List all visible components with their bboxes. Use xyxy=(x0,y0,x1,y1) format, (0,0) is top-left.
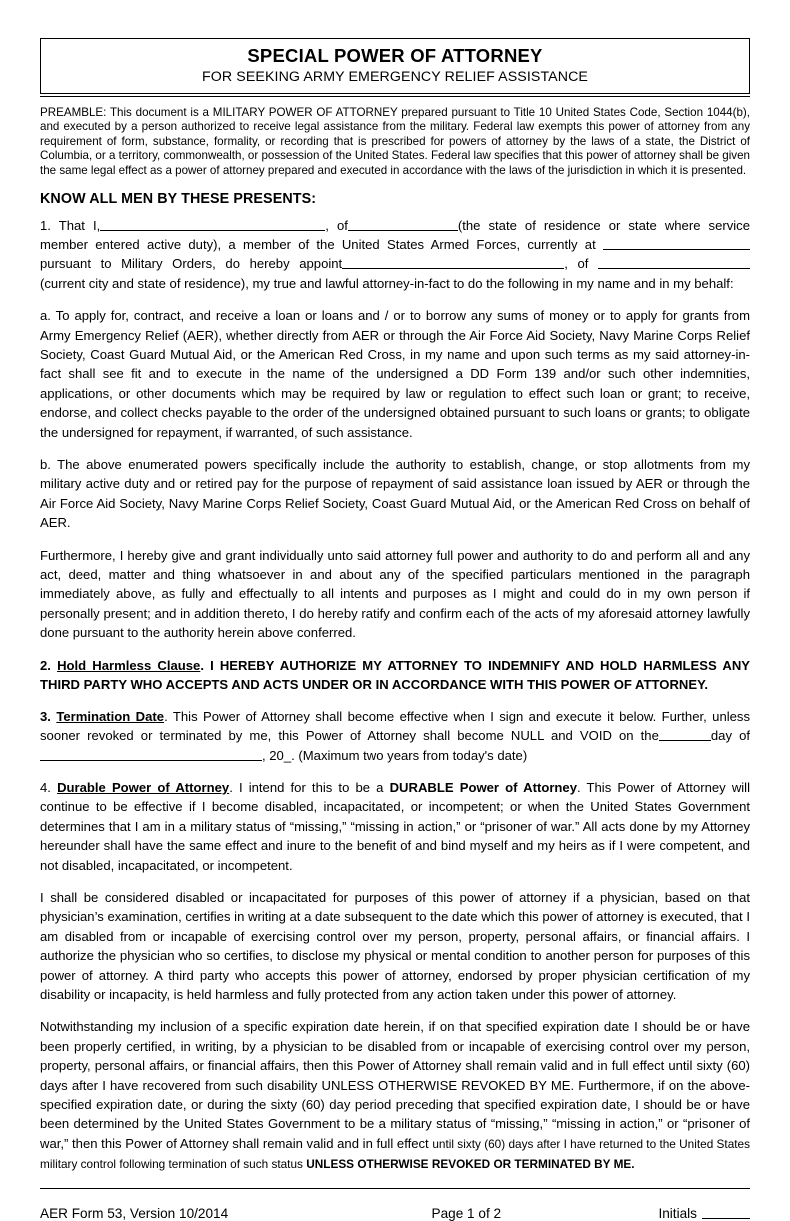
paragraph-furthermore xyxy=(40,546,750,643)
section-1-text-1: 1. That I, xyxy=(40,217,101,233)
section-1-text-6: (current city and state of residence), my true and lawful attorney-in-fact to do the following in my name and in my behalf: xyxy=(40,275,734,291)
footer-divider xyxy=(40,1188,750,1189)
section-2-hold-harmless xyxy=(40,656,750,694)
section-4-text-2: . This Power of Attorney will continue to be effective if I become disabled, incapacitated, or incompetent; or when the United States Government determines that I am in a military status of “missing,” “missing in action,” or “prisoner of war.” All acts done by my Attorney hereunder shall have the same effect and inure to the benefit of and bind myself and my heirs as if I were competent, and not disabled, incapacitated, or incompetent. xyxy=(40,779,751,873)
initials-block xyxy=(658,1206,750,1221)
initials-label: Initials xyxy=(658,1205,697,1221)
page-title: SPECIAL POWER OF ATTORNEY xyxy=(247,45,543,66)
section-1-text-3: (the state of residence or state where service member entered active duty), a member of the United States Armed Forces, currently at xyxy=(40,217,751,252)
section-2-text: . I HEREBY AUTHORIZE MY ATTORNEY TO INDEMNIFY AND HOLD HARMLESS ANY THIRD PARTY WHO ACCEPTS AND ACTS UNDER OR IN ACCORDANCE WITH THIS POWER OF ATTORNEY. xyxy=(40,657,751,692)
initials-field[interactable] xyxy=(702,1206,750,1219)
section-4-text-1: . I intend for this to be a xyxy=(229,779,390,795)
section-4-label: Durable Power of Attorney xyxy=(57,779,230,795)
paragraph-notwithstanding-main: Notwithstanding my inclusion of a specific expiration date herein, if on that specified expiration date I should be or have been properly certified, in writing, by a physician to be disabled from or incapable of exercising control over my person, property, personal affairs, or financial affairs, then this Power of Attorney shall remain valid and in full effect until sixty (60) days after I have recovered from such disability UNLESS OTHERWISE REVOKED BY ME. Furthermore, if on the above-specified expiration date, or during the sixty (60) day period preceding that specified expiration date, I should be or have been determined by the United States Government to be a military status of “missing,” “missing in action,” or “prisoner of war,” then this Power of Attorney shall remain valid and in full effect xyxy=(40,1019,750,1151)
know-all-men-heading: KNOW ALL MEN BY THESE PRESENTS: xyxy=(40,190,317,207)
section-4-durable-power xyxy=(40,778,750,875)
paragraph-notwithstanding xyxy=(40,1017,750,1174)
current-location-field[interactable] xyxy=(603,237,750,250)
section-3-text-2: day of xyxy=(710,728,751,744)
termination-day-field[interactable] xyxy=(659,728,711,741)
state-of-residence-field[interactable] xyxy=(348,218,458,231)
section-1-text-2: , of xyxy=(325,217,348,233)
section-3-text-3: , 20_. (Maximum two years from today's date) xyxy=(262,747,528,763)
section-3-termination-date xyxy=(40,707,750,765)
title-box xyxy=(40,38,750,94)
paragraph-furthermore-main: Furthermore, I hereby give and grant individually unto said attorney full power and authority to do and perform all and any act, deed, matter and thing whatsoever in and about any of the specified particulars mentioned in the paragraph immediately above, as fully and effectually to all intents and purposes as I might and could do in my own person if personally present; and in addition thereto, I do hereby ratify and confirm each of the acts of my aforesaid attorney xyxy=(40,547,750,621)
paragraph-b: b. The above enumerated powers specifically include the authority to establish, change, or stop allotments from my military active duty and or retired pay for the purpose of repayment of said assistance loan issued by AER or through the Air Force Aid Society, Navy Marine Corps Relief Society, Coast Guard Mutual Aid, or the American Red Cross on behalf of AER. xyxy=(40,457,750,531)
section-2-number: 2. xyxy=(40,657,51,673)
page-subtitle: FOR SEEKING ARMY EMERGENCY RELIEF ASSISTANCE xyxy=(202,68,588,85)
section-3-text-1: . This Power of Attorney shall become effective when I sign and execute it below. Further, unless sooner revoked or terminated by me, this Power of Attorney shall become NULL and VOID on the xyxy=(40,708,751,744)
page-number: Page 1 of 2 xyxy=(431,1205,502,1221)
grantor-name-field[interactable] xyxy=(100,218,325,231)
section-4-bold-phrase: DURABLE Power of Attorney xyxy=(389,779,577,795)
section-2-label: Hold Harmless Clause xyxy=(57,657,201,673)
paragraph-notwithstanding-tail-bold: UNLESS OTHERWISE REVOKED OR TERMINATED BY ME. xyxy=(306,1157,635,1172)
section-3-number: 3. xyxy=(40,708,51,724)
footer xyxy=(40,1206,750,1221)
section-1-text-4: pursuant to Military Orders, do hereby appoint xyxy=(40,256,343,272)
section-4-number: 4. xyxy=(40,779,51,795)
termination-month-field[interactable] xyxy=(40,748,262,761)
preamble-text: PREAMBLE: This document is a MILITARY POWER OF ATTORNEY prepared pursuant to Title 10 United States Code, Section 1044(b), and executed by a person authorized to receive legal assistance from the military. Federal law exempts this power of attorney from any requirement of form, substance, formality, or recording that is prescribed for powers of attorney by the laws of a state, the District of Columbia, or a territory, commonwealth, or possession of the United States. Federal law specifies that this power of attorney shall be given the same legal effect as a power of attorney prepared and executed in accordance with the laws of the jurisdiction in which it is presented. xyxy=(40,105,750,177)
paragraph-physician: I shall be considered disabled or incapacitated for purposes of this power of attorney if a physician, based on that physician’s examination, certifies in writing at a date subsequent to the date which this power of attorney is executed, that I am disabled from or incapable of exercising control over my person, property, personal affairs, or financial affairs. I authorize the physician who so certifies, to disclose my physical or mental condition to another person for purposes of this power of attorney. A third party who accepts this power of attorney, endorsed by proper physician certification of my disability or incapacity, is held harmless and fully protected from any action taken under this power of attorney. xyxy=(40,889,750,1002)
paragraph-a: a. To apply for, contract, and receive a loan or loans and / or to borrow any sums of money or to apply for grants from Army Emergency Relief (AER), whether directly from AER or through the Air Force Aid Society, Navy Marine Corps Relief Society, Coast Guard Mutual Aid, or the American Red Cross, in my name and upon such terms as my said attorney-in-fact shall see fit and to execute in the name of the undersigned a DD Form 139 and/or such other indemnities, applications, or other documents which may be required by law or regulation to effect such loan or grant; to receive, endorse, and collect checks payable to the order of the undersigned obtained pursuant to such loans or grants; to obligate the undersigned for repayment, if warranted, of such assistance. xyxy=(40,308,750,440)
title-divider xyxy=(40,96,750,97)
form-version: AER Form 53, Version 10/2014 xyxy=(40,1205,229,1221)
paragraph-notwithstanding-tail: until sixty (60) days after I have returned to the United States military control following termination of such status xyxy=(40,1136,750,1172)
section-3-label: Termination Date xyxy=(56,708,165,724)
attorney-in-fact-name-field[interactable] xyxy=(342,256,564,269)
section-1-paragraph xyxy=(40,216,750,294)
paragraph-furthermore-tail: lawfully done pursuant to the authority herein above conferred. xyxy=(40,605,750,641)
attorney-in-fact-location-field[interactable] xyxy=(598,256,750,269)
section-1-text-5: , of xyxy=(564,256,589,272)
